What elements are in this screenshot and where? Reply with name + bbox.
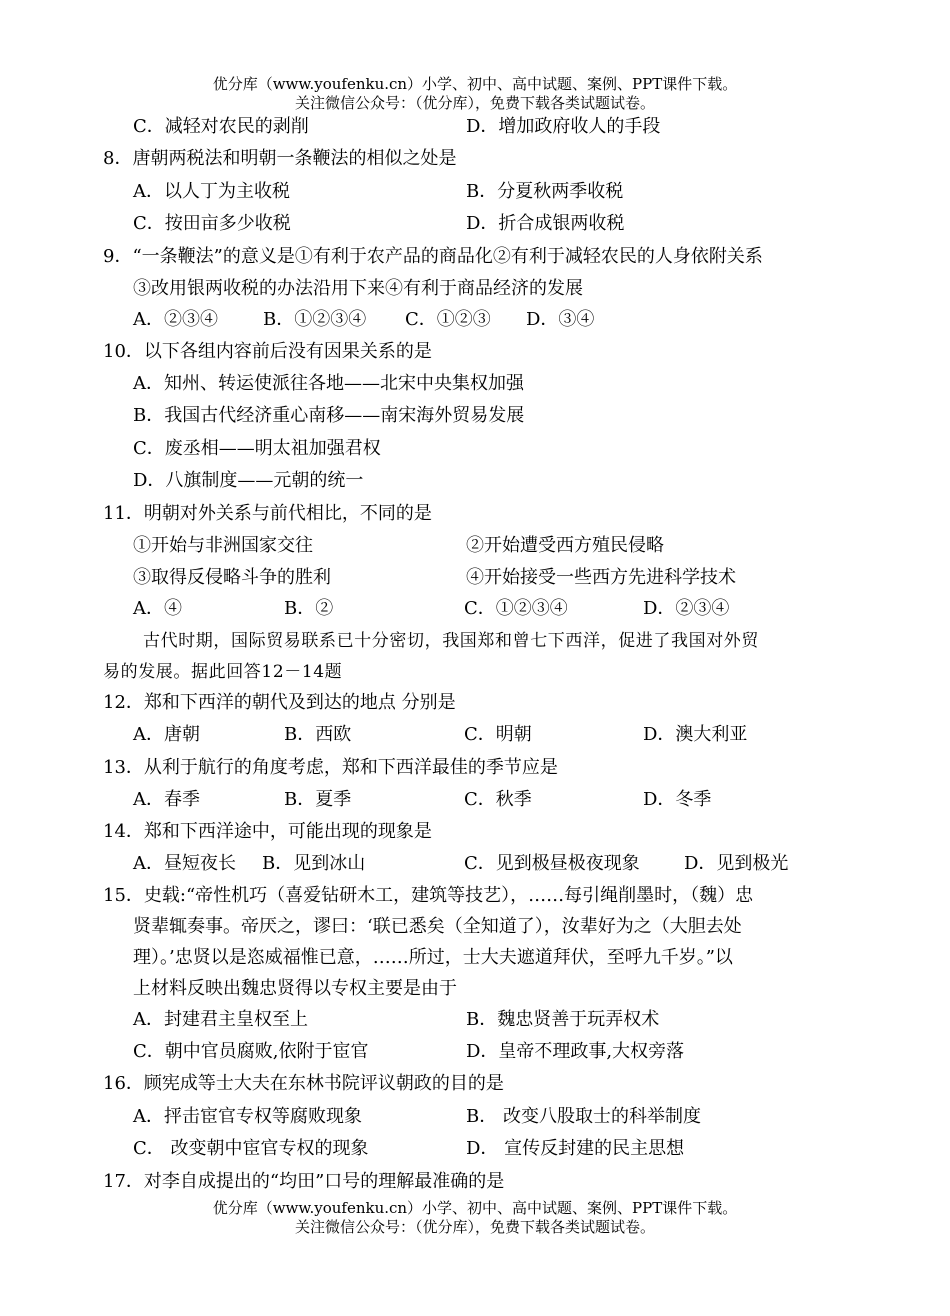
q10-option-a: A．知州、转运使派往各地——北宋中央集权加强 (133, 373, 524, 394)
q16-stem: 16．顾宪成等士大夫在东林书院评议朝政的目的是 (103, 1073, 504, 1094)
q11-statement-1: ①开始与非洲国家交往 (133, 535, 313, 556)
q8-stem: 8．唐朝两税法和明朝一条鞭法的相似之处是 (103, 148, 457, 169)
q9-stem-line-1: 9．“一条鞭法”的意义是①有利于农产品的商品化②有利于减轻农民的人身依附关系 (103, 246, 763, 267)
q15-stem-line-1: 15．史载:“帝性机巧（喜爱钻研木工，建筑等技艺），……每引绳削墨时，（魏）忠 (103, 885, 754, 906)
q16-option-a: A．抨击宦官专权等腐败现象 (133, 1106, 362, 1127)
page-header-line-1: 优分库（www.youfenku.cn）小学、初中、高中试题、案例、PPT课件下载。 (212, 75, 738, 93)
q10-stem: 10．以下各组内容前后没有因果关系的是 (103, 341, 432, 362)
q7-option-c: C．减轻对农民的剥削 (133, 116, 309, 137)
q11-option-b: B．② (284, 598, 334, 619)
page-header-line-2: 关注微信公众号：（优分库），免费下载各类试题试卷。 (294, 94, 655, 112)
q11-statement-4: ④开始接受一些西方先进科学技术 (466, 567, 736, 588)
q12-option-d: D．澳大利亚 (643, 724, 748, 745)
q11-stem: 11．明朝对外关系与前代相比，不同的是 (103, 503, 432, 524)
q13-option-d: D．冬季 (643, 789, 712, 810)
q9-stem-line-2: ③改用银两收税的办法沿用下来④有利于商品经济的发展 (133, 278, 583, 299)
q15-option-b: B．魏忠贤善于玩弄权术 (466, 1009, 660, 1030)
page-footer-line-2: 关注微信公众号：（优分库），免费下载各类试题试卷。 (294, 1218, 655, 1236)
q12-option-b: B．西欧 (284, 724, 352, 745)
q9-option-b: B．①②③④ (263, 309, 367, 330)
q12-option-a: A．唐朝 (133, 724, 200, 745)
q15-option-a: A．封建君主皇权至上 (133, 1009, 308, 1030)
q8-option-a: A．以人丁为主收税 (133, 181, 290, 202)
page-footer-line-1: 优分库（www.youfenku.cn）小学、初中、高中试题、案例、PPT课件下载。 (212, 1199, 738, 1217)
q13-option-a: A．春季 (133, 789, 200, 810)
q17-stem: 17．对李自成提出的“均田”口号的理解最准确的是 (103, 1171, 505, 1192)
q11-option-c: C．①②③④ (464, 598, 568, 619)
q13-option-c: C．秋季 (464, 789, 532, 810)
q16-option-c: C． 改变朝中宦官专权的现象 (133, 1138, 369, 1159)
material-line-2: 易的发展。据此回答12－14题 (103, 662, 343, 682)
q11-option-a: A．④ (133, 598, 182, 619)
q15-option-d: D．皇帝不理政事,大权旁落 (466, 1041, 685, 1062)
q10-option-b: B．我国古代经济重心南移——南宋海外贸易发展 (133, 405, 525, 426)
q12-option-c: C．明朝 (464, 724, 532, 745)
q14-option-c: C．见到极昼极夜现象 (464, 853, 640, 874)
q9-option-d: D．③④ (526, 309, 595, 330)
q13-stem: 13．从利于航行的角度考虑，郑和下西洋最佳的季节应是 (103, 757, 558, 778)
q8-option-b: B．分夏秋两季收税 (466, 181, 624, 202)
q14-option-b: B．见到冰山 (262, 853, 366, 874)
q8-option-c: C．按田亩多少收税 (133, 213, 291, 234)
q10-option-c: C．废丞相——明太祖加强君权 (133, 438, 381, 459)
q9-option-a: A．②③④ (133, 309, 218, 330)
q15-option-c: C．朝中官员腐败,依附于宦官 (133, 1041, 369, 1062)
q11-statement-3: ③取得反侵略斗争的胜利 (133, 567, 331, 588)
material-line-1: 古代时期，国际贸易联系已十分密切，我国郑和曾七下西洋，促进了我国对外贸 (143, 631, 759, 651)
q14-stem: 14．郑和下西洋途中，可能出现的现象是 (103, 821, 432, 842)
q12-stem: 12．郑和下西洋的朝代及到达的地点 分别是 (103, 692, 456, 713)
q16-option-d: D． 宣传反封建的民主思想 (466, 1138, 685, 1159)
q9-option-c: C．①②③ (405, 309, 491, 330)
q10-option-d: D．八旗制度——元朝的统一 (133, 470, 364, 491)
q15-stem-line-4: 上材料反映出魏忠贤得以专权主要是由于 (133, 978, 457, 999)
q11-statement-2: ②开始遭受西方殖民侵略 (466, 535, 664, 556)
q14-option-d: D．见到极光 (684, 853, 789, 874)
q15-stem-line-2: 贤辈辄奏事。帝厌之，谬曰：‘联已悉矣（全知道了），汝辈好为之（大胆去处 (133, 916, 742, 937)
q13-option-b: B．夏季 (284, 789, 352, 810)
q8-option-d: D．折合成银两收税 (466, 213, 625, 234)
q7-option-d: D．增加政府收人的手段 (466, 116, 661, 137)
q14-option-a: A．昼短夜长 (133, 853, 236, 874)
q16-option-b: B． 改变八股取士的科举制度 (466, 1106, 701, 1127)
q15-stem-line-3: 理）。’忠贤以是恣威福惟已意，……所过，士大夫遮道拜伏，至呼九千岁。”以 (133, 947, 733, 968)
q11-option-d: D．②③④ (643, 598, 730, 619)
